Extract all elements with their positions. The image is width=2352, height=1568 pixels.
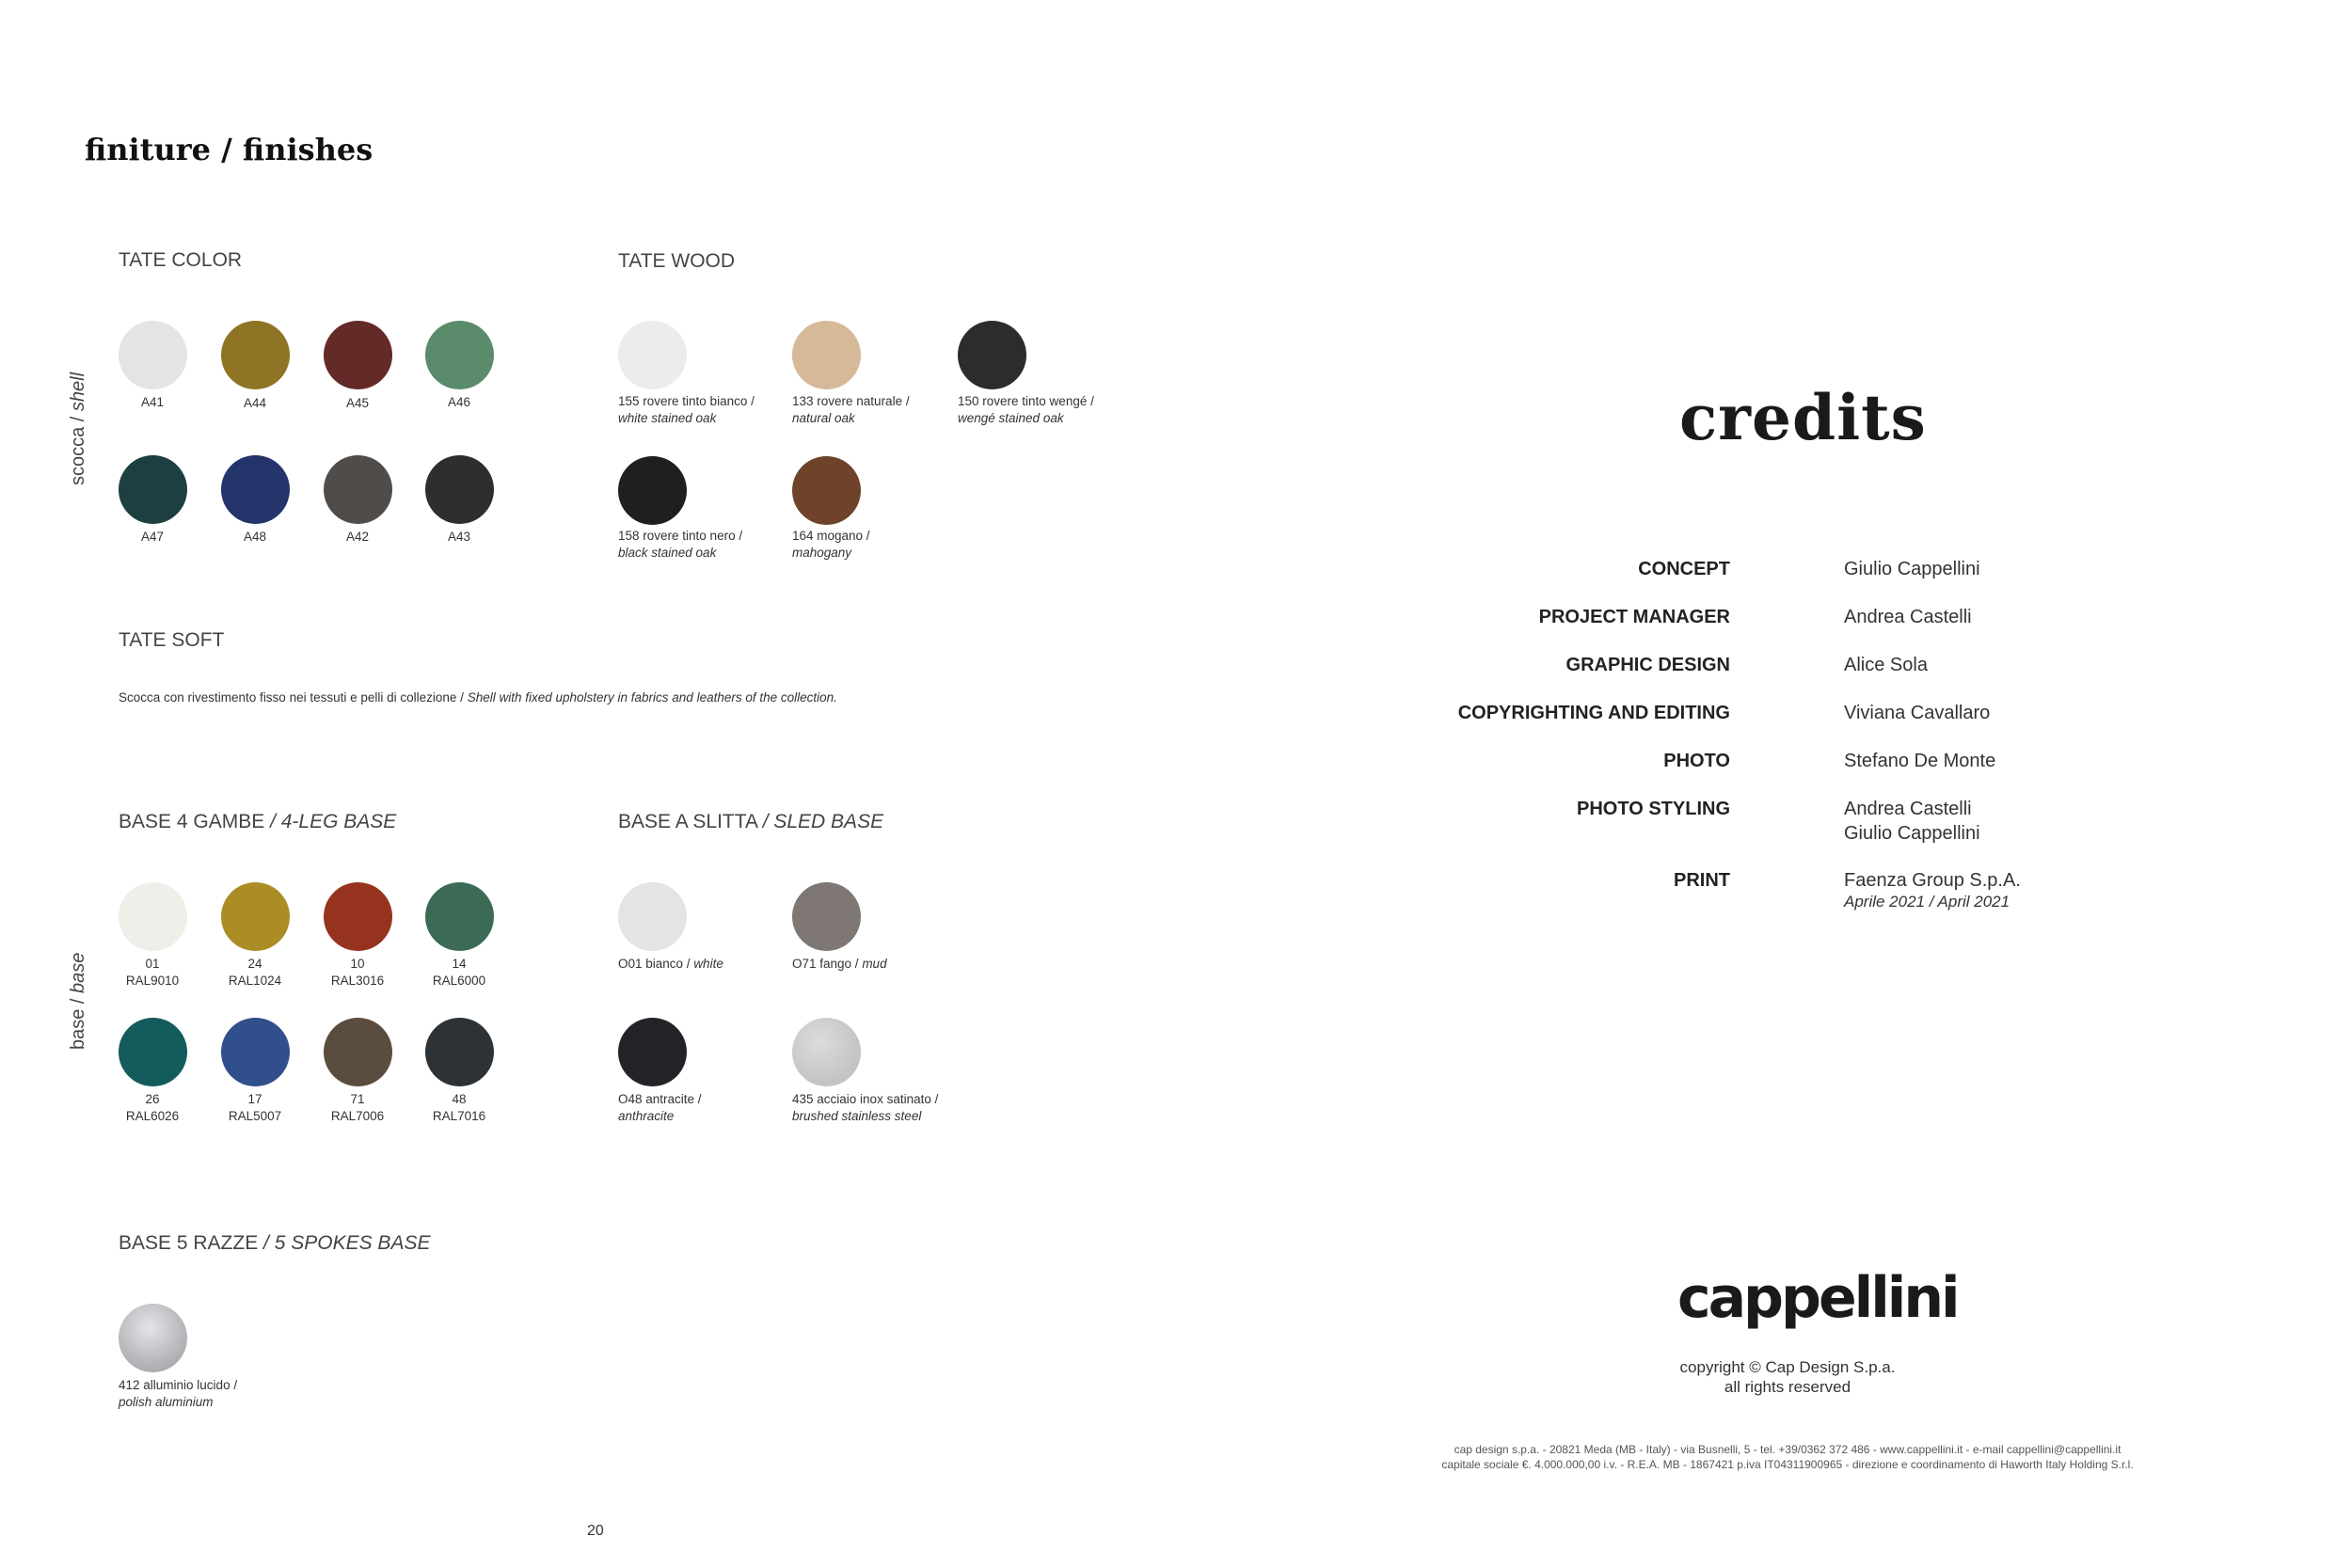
swatch-caption (403, 956, 516, 990)
caption-line1: 150 rovere tinto wengé / (958, 394, 1094, 408)
swatch-caption (792, 528, 870, 562)
credit-value: Viviana Cavallaro (1844, 703, 1991, 723)
swatch-caption (199, 1091, 311, 1125)
swatch-label: A46 (447, 395, 471, 409)
swatch-ral1024[interactable] (221, 882, 290, 951)
credit-value: Stefano De Monte (1844, 751, 1996, 771)
swatch-caption (96, 1091, 209, 1125)
caption-ral: RAL7006 (330, 1109, 385, 1123)
caption-num: 48 (452, 1092, 467, 1106)
caption-line2: natural oak (792, 411, 855, 425)
swatch-a46[interactable] (425, 321, 494, 389)
caption-line2: brushed stainless steel (792, 1109, 922, 1123)
swatch-412[interactable] (119, 1304, 187, 1372)
swatch-a41[interactable] (119, 321, 187, 389)
swatch-164[interactable] (792, 456, 861, 525)
swatch-ral3016[interactable] (324, 882, 392, 951)
swatch-133[interactable] (792, 321, 861, 389)
swatch-158[interactable] (618, 456, 687, 525)
swatch-ral9010[interactable] (119, 882, 187, 951)
vertical-label-base-italic: base (68, 952, 88, 993)
swatch-ral6000[interactable] (425, 882, 494, 951)
caption-ral: RAL7016 (432, 1109, 486, 1123)
credit-value (1844, 868, 2021, 918)
swatch-label: A41 (140, 395, 165, 409)
vertical-label-base-roman: base / (68, 992, 88, 1050)
swatch-ral7016[interactable] (425, 1018, 494, 1086)
swatch-150[interactable] (958, 321, 1026, 389)
swatch-label: A43 (447, 530, 471, 544)
swatch-label: A45 (345, 396, 370, 410)
vertical-label-shell-italic: shell (68, 372, 88, 412)
caption-line2: white stained oak (618, 411, 717, 425)
swatch-a42[interactable] (324, 455, 392, 524)
vertical-label-shell (68, 372, 89, 485)
credit-label: PHOTO STYLING (1577, 799, 1730, 819)
credit-value: Andrea Castelli (1844, 607, 1972, 627)
swatch-o01[interactable] (618, 882, 687, 951)
caption-line1: O48 antracite / (618, 1092, 702, 1106)
caption-line2: anthracite (618, 1109, 675, 1123)
swatch-label: A48 (243, 530, 267, 544)
caption-line2: black stained oak (618, 546, 717, 560)
credit-label: COPYRIGHTING AND EDITING (1457, 703, 1730, 723)
credit-value-line2: Aprile 2021 / April 2021 (1844, 893, 2010, 911)
section-title-tate-soft: TATE SOFT (119, 629, 225, 651)
section-title-base-4 (119, 811, 396, 833)
swatch-155[interactable] (618, 321, 687, 389)
swatch-ral7006[interactable] (324, 1018, 392, 1086)
caption-ral: RAL6000 (432, 974, 486, 988)
credit-value-line1: Andrea Castelli (1844, 799, 1972, 819)
caption-line2: polish aluminium (119, 1395, 214, 1409)
swatch-caption (301, 956, 414, 990)
caption-num: 01 (145, 957, 160, 971)
swatch-caption (618, 1091, 702, 1125)
swatch-caption (301, 1091, 414, 1125)
caption-line2: mahogany (792, 546, 852, 560)
credit-label: PHOTO (1663, 751, 1730, 771)
caption-ral: RAL3016 (330, 974, 385, 988)
section-title-base-5 (119, 1232, 430, 1255)
credit-value (1844, 797, 1980, 846)
caption-line2: mud (862, 957, 887, 971)
swatch-label: A42 (345, 530, 370, 544)
credit-value: Alice Sola (1844, 655, 1928, 675)
tate-soft-text-roman: Scocca con rivestimento fisso nei tessuti e pelli di collezione / (119, 690, 468, 705)
swatch-caption (96, 956, 209, 990)
swatch-caption (792, 956, 887, 973)
caption-num: 14 (452, 957, 467, 971)
caption-line1: 435 acciaio inox satinato / (792, 1092, 939, 1106)
caption-line1: 155 rovere tinto bianco / (618, 394, 755, 408)
swatch-label: A44 (243, 396, 267, 410)
swatch-label: A47 (140, 530, 165, 544)
caption-num: 26 (145, 1092, 160, 1106)
section-title-base-sled (618, 811, 883, 833)
swatch-caption (618, 528, 742, 562)
credit-label: PRINT (1674, 870, 1730, 891)
copyright-line2: all rights reserved (1724, 1378, 1851, 1396)
caption-line2: white (693, 957, 723, 971)
caption-line1: 133 rovere naturale / (792, 394, 910, 408)
caption-line1: 412 alluminio lucido / (119, 1378, 238, 1392)
caption-num: 71 (350, 1092, 365, 1106)
base-5-title-roman: BASE 5 RAZZE (119, 1232, 264, 1254)
swatch-o48[interactable] (618, 1018, 687, 1086)
footer-line2: capitale sociale €. 4.000.000,00 i.v. - R.E.A. MB - 1867421 p.iva IT04311900965 - direzione e coordinamento di Haworth Italy Holding S.r.l. (1441, 1458, 2134, 1471)
swatch-caption (958, 393, 1094, 427)
company-footer (1364, 1442, 2211, 1472)
credit-label: CONCEPT (1638, 559, 1730, 579)
caption-line1: O71 fango / (792, 957, 863, 971)
swatch-caption (792, 393, 910, 427)
caption-line1: 158 rovere tinto nero / (618, 529, 743, 543)
footer-line1: cap design s.p.a. - 20821 Meda (MB - Italy) - via Busnelli, 5 - tel. +39/0362 372 486 - www.cappellini.it - e-mail cappellini@cappellini.it (1454, 1443, 2122, 1456)
swatch-caption (792, 1091, 938, 1125)
cappellini-logo: cappellini (1677, 1265, 1958, 1331)
swatch-a43[interactable] (425, 455, 494, 524)
credits-title: credits (1679, 381, 1927, 454)
swatch-a44[interactable] (221, 321, 290, 389)
caption-line1: 164 mogano / (792, 529, 870, 543)
caption-ral: RAL1024 (228, 974, 282, 988)
base-sled-title-italic: / SLED BASE (762, 811, 884, 832)
credit-label: PROJECT MANAGER (1538, 607, 1730, 627)
tate-soft-description (119, 690, 837, 705)
credit-value-line2: Giulio Cappellini (1844, 823, 1980, 844)
page-title: finiture / finishes (85, 132, 373, 167)
credit-value-line1: Faenza Group S.p.A. (1844, 870, 2021, 891)
swatch-caption (199, 956, 311, 990)
caption-ral: RAL6026 (125, 1109, 180, 1123)
page-number: 20 (587, 1523, 604, 1539)
caption-num: 24 (247, 957, 262, 971)
swatch-a48[interactable] (221, 455, 290, 524)
caption-num: 10 (350, 957, 365, 971)
swatch-435[interactable] (792, 1018, 861, 1086)
swatch-o71[interactable] (792, 882, 861, 951)
swatch-caption (618, 393, 755, 427)
copyright-line1: copyright © Cap Design S.p.a. (1679, 1358, 1896, 1376)
swatch-caption (119, 1377, 237, 1411)
swatch-ral5007[interactable] (221, 1018, 290, 1086)
swatch-ral6026[interactable] (119, 1018, 187, 1086)
swatch-caption (618, 956, 723, 973)
section-title-tate-color: TATE COLOR (119, 249, 243, 271)
copyright (1599, 1357, 1976, 1397)
credit-label: GRAPHIC DESIGN (1565, 655, 1730, 675)
base-5-title-italic: / 5 SPOKES BASE (263, 1232, 431, 1254)
vertical-label-base (68, 953, 89, 1050)
base-4-title-roman: BASE 4 GAMBE (119, 811, 271, 832)
caption-ral: RAL5007 (228, 1109, 282, 1123)
caption-num: 17 (247, 1092, 262, 1106)
base-sled-title-roman: BASE A SLITTA (618, 811, 763, 832)
vertical-label-shell-roman: scocca / (68, 411, 88, 485)
swatch-caption (403, 1091, 516, 1125)
section-title-tate-wood: TATE WOOD (618, 250, 736, 272)
swatch-a47[interactable] (119, 455, 187, 524)
credit-value: Giulio Cappellini (1844, 559, 1980, 579)
caption-ral: RAL9010 (125, 974, 180, 988)
caption-line1: O01 bianco / (618, 957, 694, 971)
swatch-a45[interactable] (324, 321, 392, 389)
tate-soft-text-italic: Shell with fixed upholstery in fabrics and leathers of the collection. (467, 690, 837, 705)
caption-line2: wengé stained oak (958, 411, 1064, 425)
base-4-title-italic: / 4-LEG BASE (270, 811, 397, 832)
